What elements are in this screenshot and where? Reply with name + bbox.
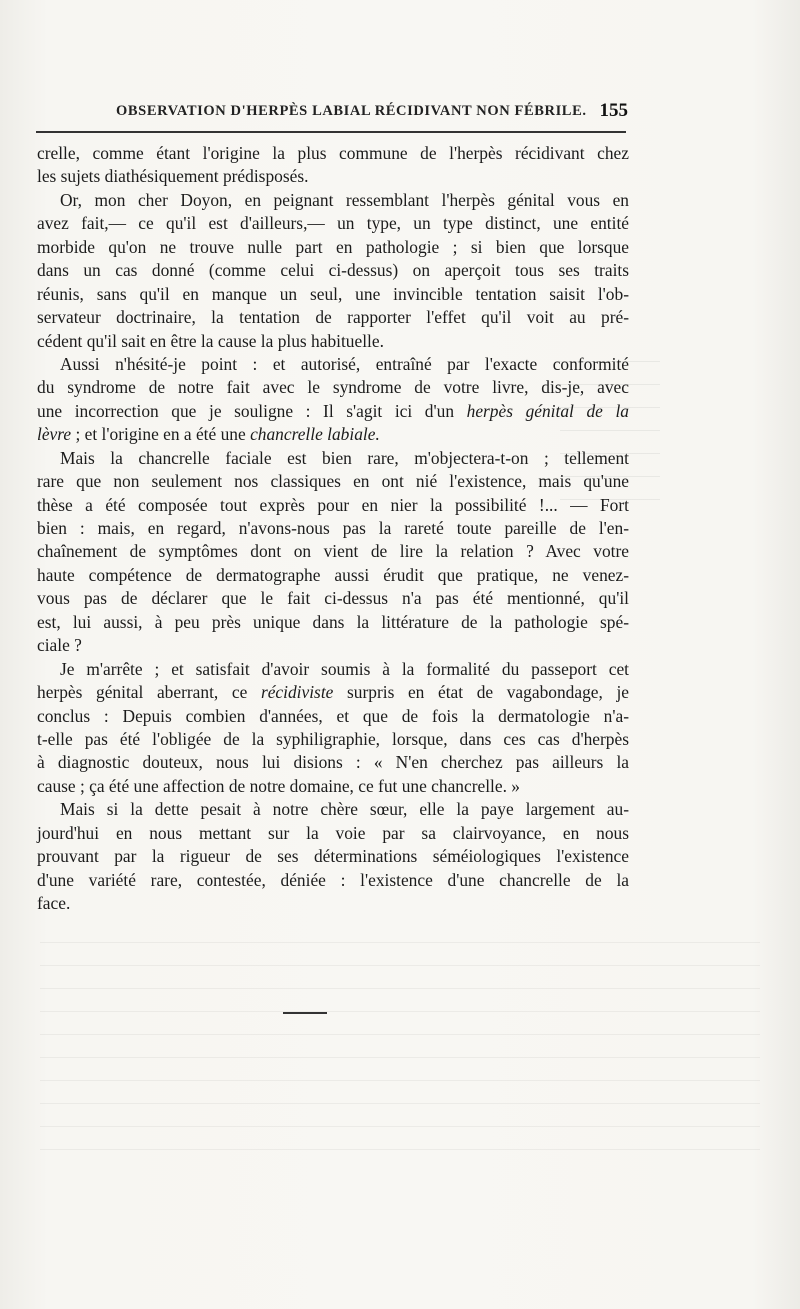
italic-run: récidiviste	[260, 682, 334, 703]
text-line: ciale ?	[37, 635, 82, 656]
page-number: 155	[599, 100, 628, 121]
text-line: servateur doctrinaire, la tentation de rapporter l'effet qu'il voit au pré-	[37, 307, 629, 328]
text-line: avez fait,— ce qu'il est d'ailleurs,— un type, un type distinct, une entité	[37, 213, 629, 234]
text-line: t-elle pas été l'obligée de la syphiligraphie, lorsque, dans ces cas d'herpès	[37, 728, 629, 749]
text-line: haute compétence de dermatographe aussi érudit que pratique, ne venez-	[37, 564, 629, 585]
text-line: cause ; ça été une affection de notre domaine, ce fut une chancrelle. »	[37, 775, 520, 796]
text-line: morbide qu'on ne trouve nulle part en pathologie ; si bien que lorsque	[37, 236, 629, 257]
text-line: crelle, comme étant l'origine la plus commune de l'herpès récidivant chez	[37, 143, 629, 163]
italic-run: lèvre	[37, 424, 72, 445]
text-run: herpès génital aberrant, ce	[37, 682, 248, 703]
text-run: une incorrection que je souligne : Il s'agit ici d'un	[37, 400, 455, 421]
text-line: Or, mon cher Doyon, en peignant ressemblant l'herpès génital vous en	[60, 189, 629, 210]
text-line	[37, 400, 629, 423]
italic-run: chancrelle labiale.	[250, 424, 380, 445]
text-line: bien : mais, en regard, n'avons-nous pas la rareté toute pareille de l'en-	[37, 518, 629, 538]
text-line	[37, 423, 629, 446]
body-text	[37, 142, 629, 915]
text-line: chaînement de symptômes dont on vient de lire la relation ? Avec votre	[37, 541, 629, 562]
text-line	[37, 681, 629, 704]
text-line: d'une variété rare, contestée, déniée : l'existence d'une chancrelle de la	[37, 869, 629, 890]
running-head	[90, 97, 630, 123]
text-line: Je m'arrête ; et satisfait d'avoir soumis à la formalité du passeport cet	[60, 658, 629, 679]
text-line: dans un cas donné (comme celui ci-dessus) on aperçoit tous ses traits	[37, 260, 629, 281]
text-line: Aussi n'hésité-je point : et autorisé, entraîné par l'exacte conformité	[60, 353, 629, 374]
text-line: face.	[37, 893, 71, 913]
text-line: est, lui aussi, à peu près unique dans la littérature de la pathologie spé-	[37, 611, 629, 632]
text-line: thèse a été composée tout exprès pour en nier la possibilité !... — Fort	[37, 494, 629, 515]
text-line: prouvant par la rigueur de ses déterminations séméiologiques l'existence	[37, 846, 629, 867]
text-line: réunis, sans qu'il en manque un seul, une invincible tentation saisit l'ob-	[37, 283, 629, 304]
text-run: ; et l'origine en a été une	[75, 424, 246, 445]
text-line: cédent qu'il sait en être la cause la plus habituelle.	[37, 330, 384, 351]
text-line: Mais si la dette pesait à notre chère sœur, elle la paye largement au-	[60, 799, 629, 820]
text-run: surpris en état de vagabondage, je	[347, 682, 629, 703]
section-end-rule	[283, 1012, 327, 1014]
italic-run: herpès génital de la	[466, 400, 629, 421]
text-line: Mais la chancrelle faciale est bien rare, m'objectera-t-on ; tellement	[60, 447, 629, 468]
header-rule	[36, 131, 626, 133]
show-through-texture-lower	[40, 935, 760, 1150]
text-line: du syndrome de notre fait avec le syndrome de votre livre, dis-je, avec	[37, 377, 629, 398]
text-line: vous pas de déclarer que le fait ci-dessus n'a pas été mentionné, qu'il	[37, 588, 629, 609]
running-title: OBSERVATION D'HERPÈS LABIAL RÉCIDIVANT NON FÉBRILE.	[116, 103, 587, 119]
text-line: conclus : Depuis combien d'années, et que de fois la dermatologie n'a-	[37, 705, 629, 726]
text-line: les sujets diathésiquement prédisposés.	[37, 166, 309, 187]
text-line: à diagnostic douteux, nous lui disions : « N'en cherchez pas ailleurs la	[37, 752, 629, 773]
text-line: jourd'hui en nous mettant sur la voie par sa clairvoyance, en nous	[37, 822, 629, 843]
text-line: rare que non seulement nos classiques en ont nié l'existence, mais qu'une	[37, 471, 629, 492]
